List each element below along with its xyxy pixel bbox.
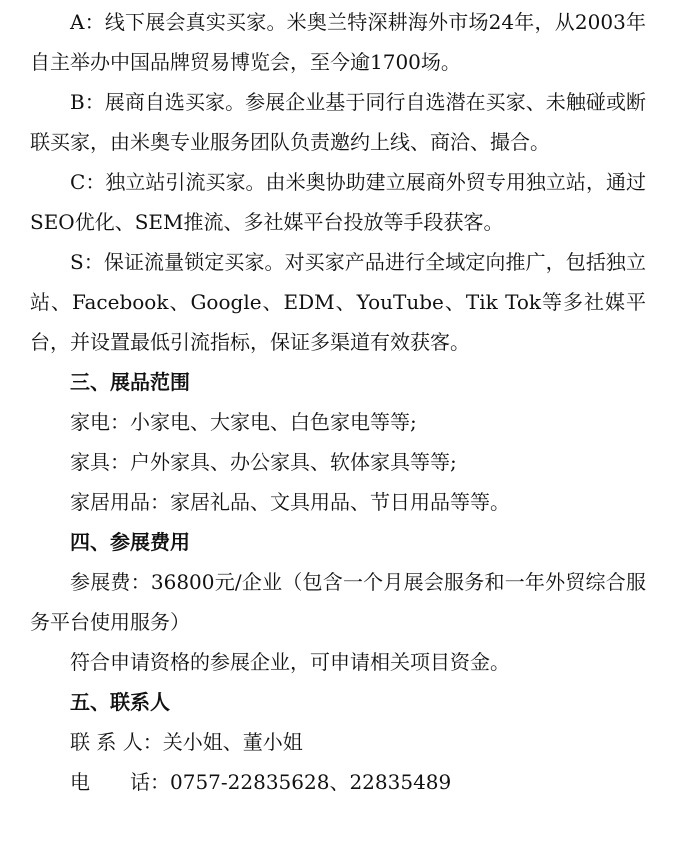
contact-phone: 电 话：0757-22835628、22835489 <box>70 770 452 794</box>
section-heading-contacts: 五、联系人 <box>70 690 170 714</box>
contact-persons: 联 系 人：关小姐、董小姐 <box>70 730 303 754</box>
exhibit-item-appliances: 家电：小家电、大家电、白色家电等等; <box>70 410 417 434</box>
paragraph-s: S：保证流量锁定买家。对买家产品进行全域定向推广，包括独立站、Facebook、Google、EDM、YouTube、Tik Tok等多社媒平台，并设置最低引流指标，保证多渠道有效获客。 <box>30 250 646 354</box>
exhibit-item-home-goods: 家居用品：家居礼品、文具用品、节日用品等等。 <box>70 490 510 514</box>
paragraph-c: C：独立站引流买家。由米奥协助建立展商外贸专用独立站，通过SEO优化、SEM推流、多社媒平台投放等手段获客。 <box>30 170 646 234</box>
section-heading-exhibit-scope: 三、展品范围 <box>70 370 190 394</box>
exhibit-item-furniture: 家具：户外家具、办公家具、软体家具等等; <box>70 450 457 474</box>
fee-note: 符合申请资格的参展企业，可申请相关项目资金。 <box>70 650 510 674</box>
paragraph-a: A：线下展会真实买家。米奥兰特深耕海外市场24年，从2003年自主举办中国品牌贸易博览会，至今逾1700场。 <box>30 10 646 74</box>
fee-paragraph: 参展费：36800元/企业（包含一个月展会服务和一年外贸综合服务平台使用服务） <box>30 570 646 634</box>
section-heading-fees: 四、参展费用 <box>70 530 190 554</box>
paragraph-b: B：展商自选买家。参展企业基于同行自选潜在买家、未触碰或断联买家，由米奥专业服务团队负责邀约上线、商洽、撮合。 <box>30 90 646 154</box>
